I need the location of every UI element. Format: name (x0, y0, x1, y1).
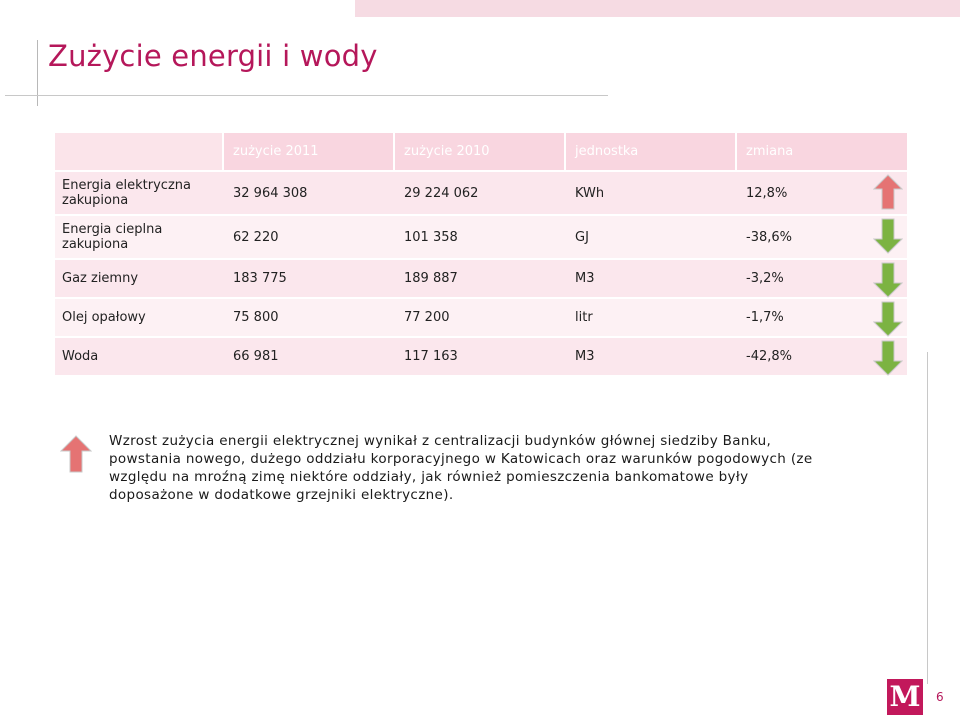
unit: M3 (566, 338, 737, 377)
arrow-down-icon (873, 218, 903, 254)
arrow-down-icon (873, 262, 903, 298)
unit: litr (566, 299, 737, 338)
value-2010: 101 358 (395, 216, 566, 260)
arrow-down-icon (873, 340, 903, 376)
unit: M3 (566, 260, 737, 299)
change-value: -3,2% (746, 271, 784, 286)
value-2010: 189 887 (395, 260, 566, 299)
table-header-row (55, 133, 907, 172)
arrow-down-icon (873, 301, 903, 337)
value-2011: 66 981 (224, 338, 395, 377)
change-value: -1,7% (746, 310, 784, 325)
table-row (55, 216, 907, 260)
top-decorative-band (355, 0, 960, 17)
row-label: Energia cieplna zakupiona (55, 216, 224, 260)
table-row (55, 260, 907, 299)
row-label: Gaz ziemny (55, 260, 224, 299)
change-value: 12,8% (746, 185, 788, 201)
change-cell (737, 299, 907, 338)
change-cell (737, 216, 907, 260)
value-2010: 29 224 062 (395, 172, 566, 216)
header-empty-cell (55, 133, 224, 172)
value-2011: 183 775 (224, 260, 395, 299)
row-label: Woda (55, 338, 224, 377)
value-2011: 62 220 (224, 216, 395, 260)
value-2010: 117 163 (395, 338, 566, 377)
right-vertical-rule (927, 352, 928, 684)
change-value: -42,8% (746, 349, 792, 364)
explanation-note: Wzrost zużycia energii elektrycznej wynikał z centralizacji budynków głównej siedziby Banku, powstania nowego, dużego oddziału korporacyjnego w Katowicach oraz warunków pogodowych (ze względu na mroźną zimę niektóre oddziały, jak również pomieszczenia bankomatowe były doposażone w dodatkowe grzejniki elektryczne). (109, 433, 813, 503)
table-row (55, 338, 907, 377)
change-value: -38,6% (746, 229, 792, 245)
row-label: Olej opałowy (55, 299, 224, 338)
table-row (55, 172, 907, 216)
header-unit: jednostka (566, 133, 737, 172)
header-change: zmiana (737, 133, 907, 172)
unit: KWh (566, 172, 737, 216)
unit: GJ (566, 216, 737, 260)
header-2010: zużycie 2010 (395, 133, 566, 172)
change-cell (737, 338, 907, 377)
left-vertical-rule (37, 40, 38, 106)
change-cell (737, 260, 907, 299)
page-number: 6 (936, 690, 944, 704)
header-2011: zużycie 2011 (224, 133, 395, 172)
title-underline (5, 95, 608, 96)
value-2011: 32 964 308 (224, 172, 395, 216)
value-2010: 77 200 (395, 299, 566, 338)
row-label: Energia elektryczna zakupiona (55, 172, 224, 216)
change-cell (737, 172, 907, 216)
consumption-table (55, 133, 907, 377)
table-row (55, 299, 907, 338)
bank-logo: M (887, 679, 923, 715)
arrow-up-icon (873, 174, 903, 210)
page-title: Zużycie energii i wody (48, 39, 378, 73)
value-2011: 75 800 (224, 299, 395, 338)
arrow-up-icon (60, 435, 92, 473)
